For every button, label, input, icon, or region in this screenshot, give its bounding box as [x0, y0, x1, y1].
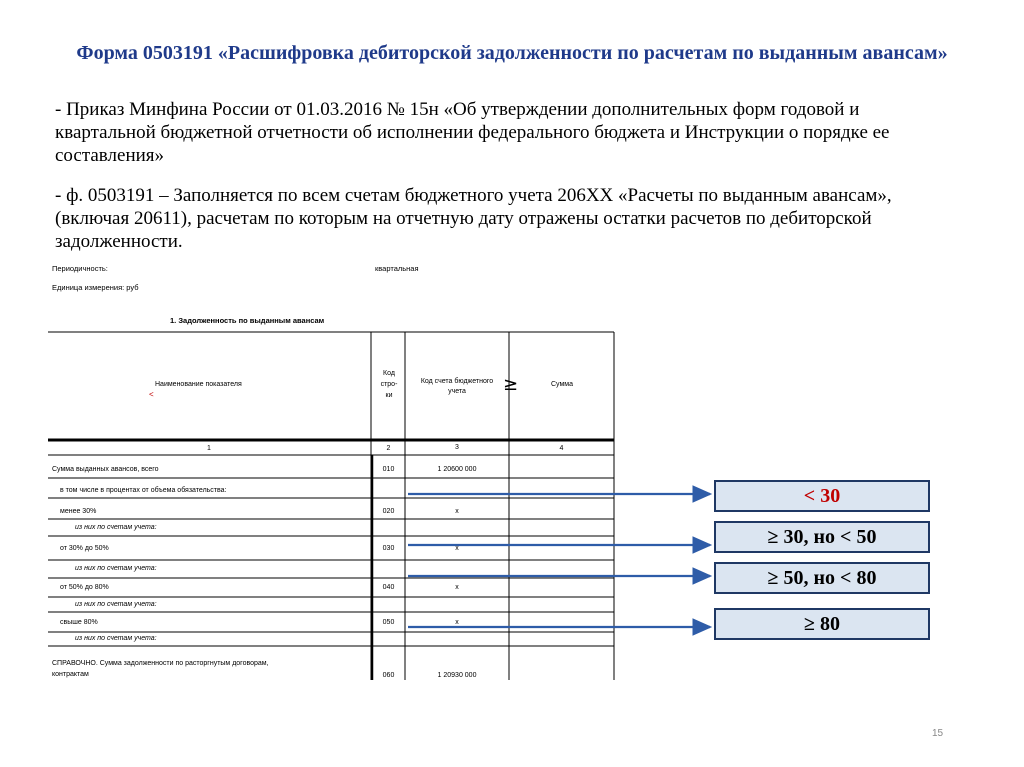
row-code: 020 — [382, 508, 395, 515]
page-number: 15 — [932, 728, 944, 739]
header-account-1: Код счета бюджетного — [420, 378, 494, 385]
row-name: из них по счетам учета: — [75, 601, 157, 608]
col-num-4: 4 — [559, 445, 564, 452]
range-box-80-plus: ≥ 80 — [714, 608, 930, 640]
row-name: из них по счетам учета: — [75, 635, 157, 642]
lt-mark: < — [149, 390, 154, 399]
row-code: 040 — [382, 584, 395, 591]
geq-mark: ≥ — [503, 374, 519, 395]
row-name: Сумма выданных авансов, всего — [52, 466, 159, 473]
range-box-30-50: ≥ 30, но < 50 — [714, 521, 930, 553]
row-code: 060 — [382, 672, 395, 679]
slide-title: Форма 0503191 «Расшифровка дебиторской задолженности по расчетам по выданным авансам» — [76, 42, 948, 64]
row-name: СПРАВОЧНО. Сумма задолженности по расторгнутым договорам, — [52, 660, 269, 667]
header-name: Наименование показателя — [155, 381, 242, 388]
row-account: х — [455, 508, 459, 515]
col-num-2: 2 — [386, 445, 391, 452]
header-sum: Сумма — [551, 381, 573, 388]
range-box-50-80: ≥ 50, но < 80 — [714, 562, 930, 594]
col-num-1: 1 — [207, 445, 211, 452]
form-description: - ф. 0503191 – Заполняется по всем счетам бюджетного учета 206ХХ «Расчеты по выданным авансам», (включая 20611), расчетам по которым на отчетную дату отражены остатки расчетов по дебиторской задолженности. — [55, 185, 892, 252]
row-account: х — [455, 584, 459, 591]
header-code-1: Код — [383, 370, 395, 377]
row-code: 010 — [382, 466, 395, 473]
row-account: 1 20600 000 — [437, 466, 477, 473]
range-box-below-30: < 30 — [714, 480, 930, 512]
unit-label: Единица измерения: руб — [52, 283, 139, 292]
row-code: 030 — [382, 545, 395, 552]
periodicity-value: квартальная — [375, 264, 419, 273]
row-name: свыше 80% — [60, 619, 98, 626]
row-code: 050 — [382, 619, 395, 626]
order-reference: - Приказ Минфина России от 01.03.2016 № 15н «Об утверждении дополнительных форм годовой и квартальной бюджетной отчетности об исполнении федерального бюджета и Инструкции о порядке ее составления» — [55, 99, 890, 166]
header-code-2: стро- — [380, 381, 398, 388]
row-name: менее 30% — [60, 508, 97, 515]
row-name: контрактам — [52, 671, 89, 678]
col-num-3: 3 — [455, 444, 459, 451]
header-code-3: ки — [385, 392, 393, 399]
header-account-2: учета — [448, 388, 466, 395]
row-name: из них по счетам учета: — [75, 524, 157, 531]
row-account: 1 20930 000 — [437, 672, 477, 679]
row-account: х — [455, 619, 459, 626]
row-name: в том числе в процентах от объема обязательства: — [60, 487, 227, 494]
row-name: из них по счетам учета: — [75, 565, 157, 572]
row-account: х — [455, 545, 459, 552]
row-name: от 50% до 80% — [60, 584, 109, 591]
row-name: от 30% до 50% — [60, 545, 109, 552]
section-title: 1. Задолженность по выданным авансам — [170, 316, 325, 325]
periodicity-label: Периодичность: — [52, 264, 108, 273]
